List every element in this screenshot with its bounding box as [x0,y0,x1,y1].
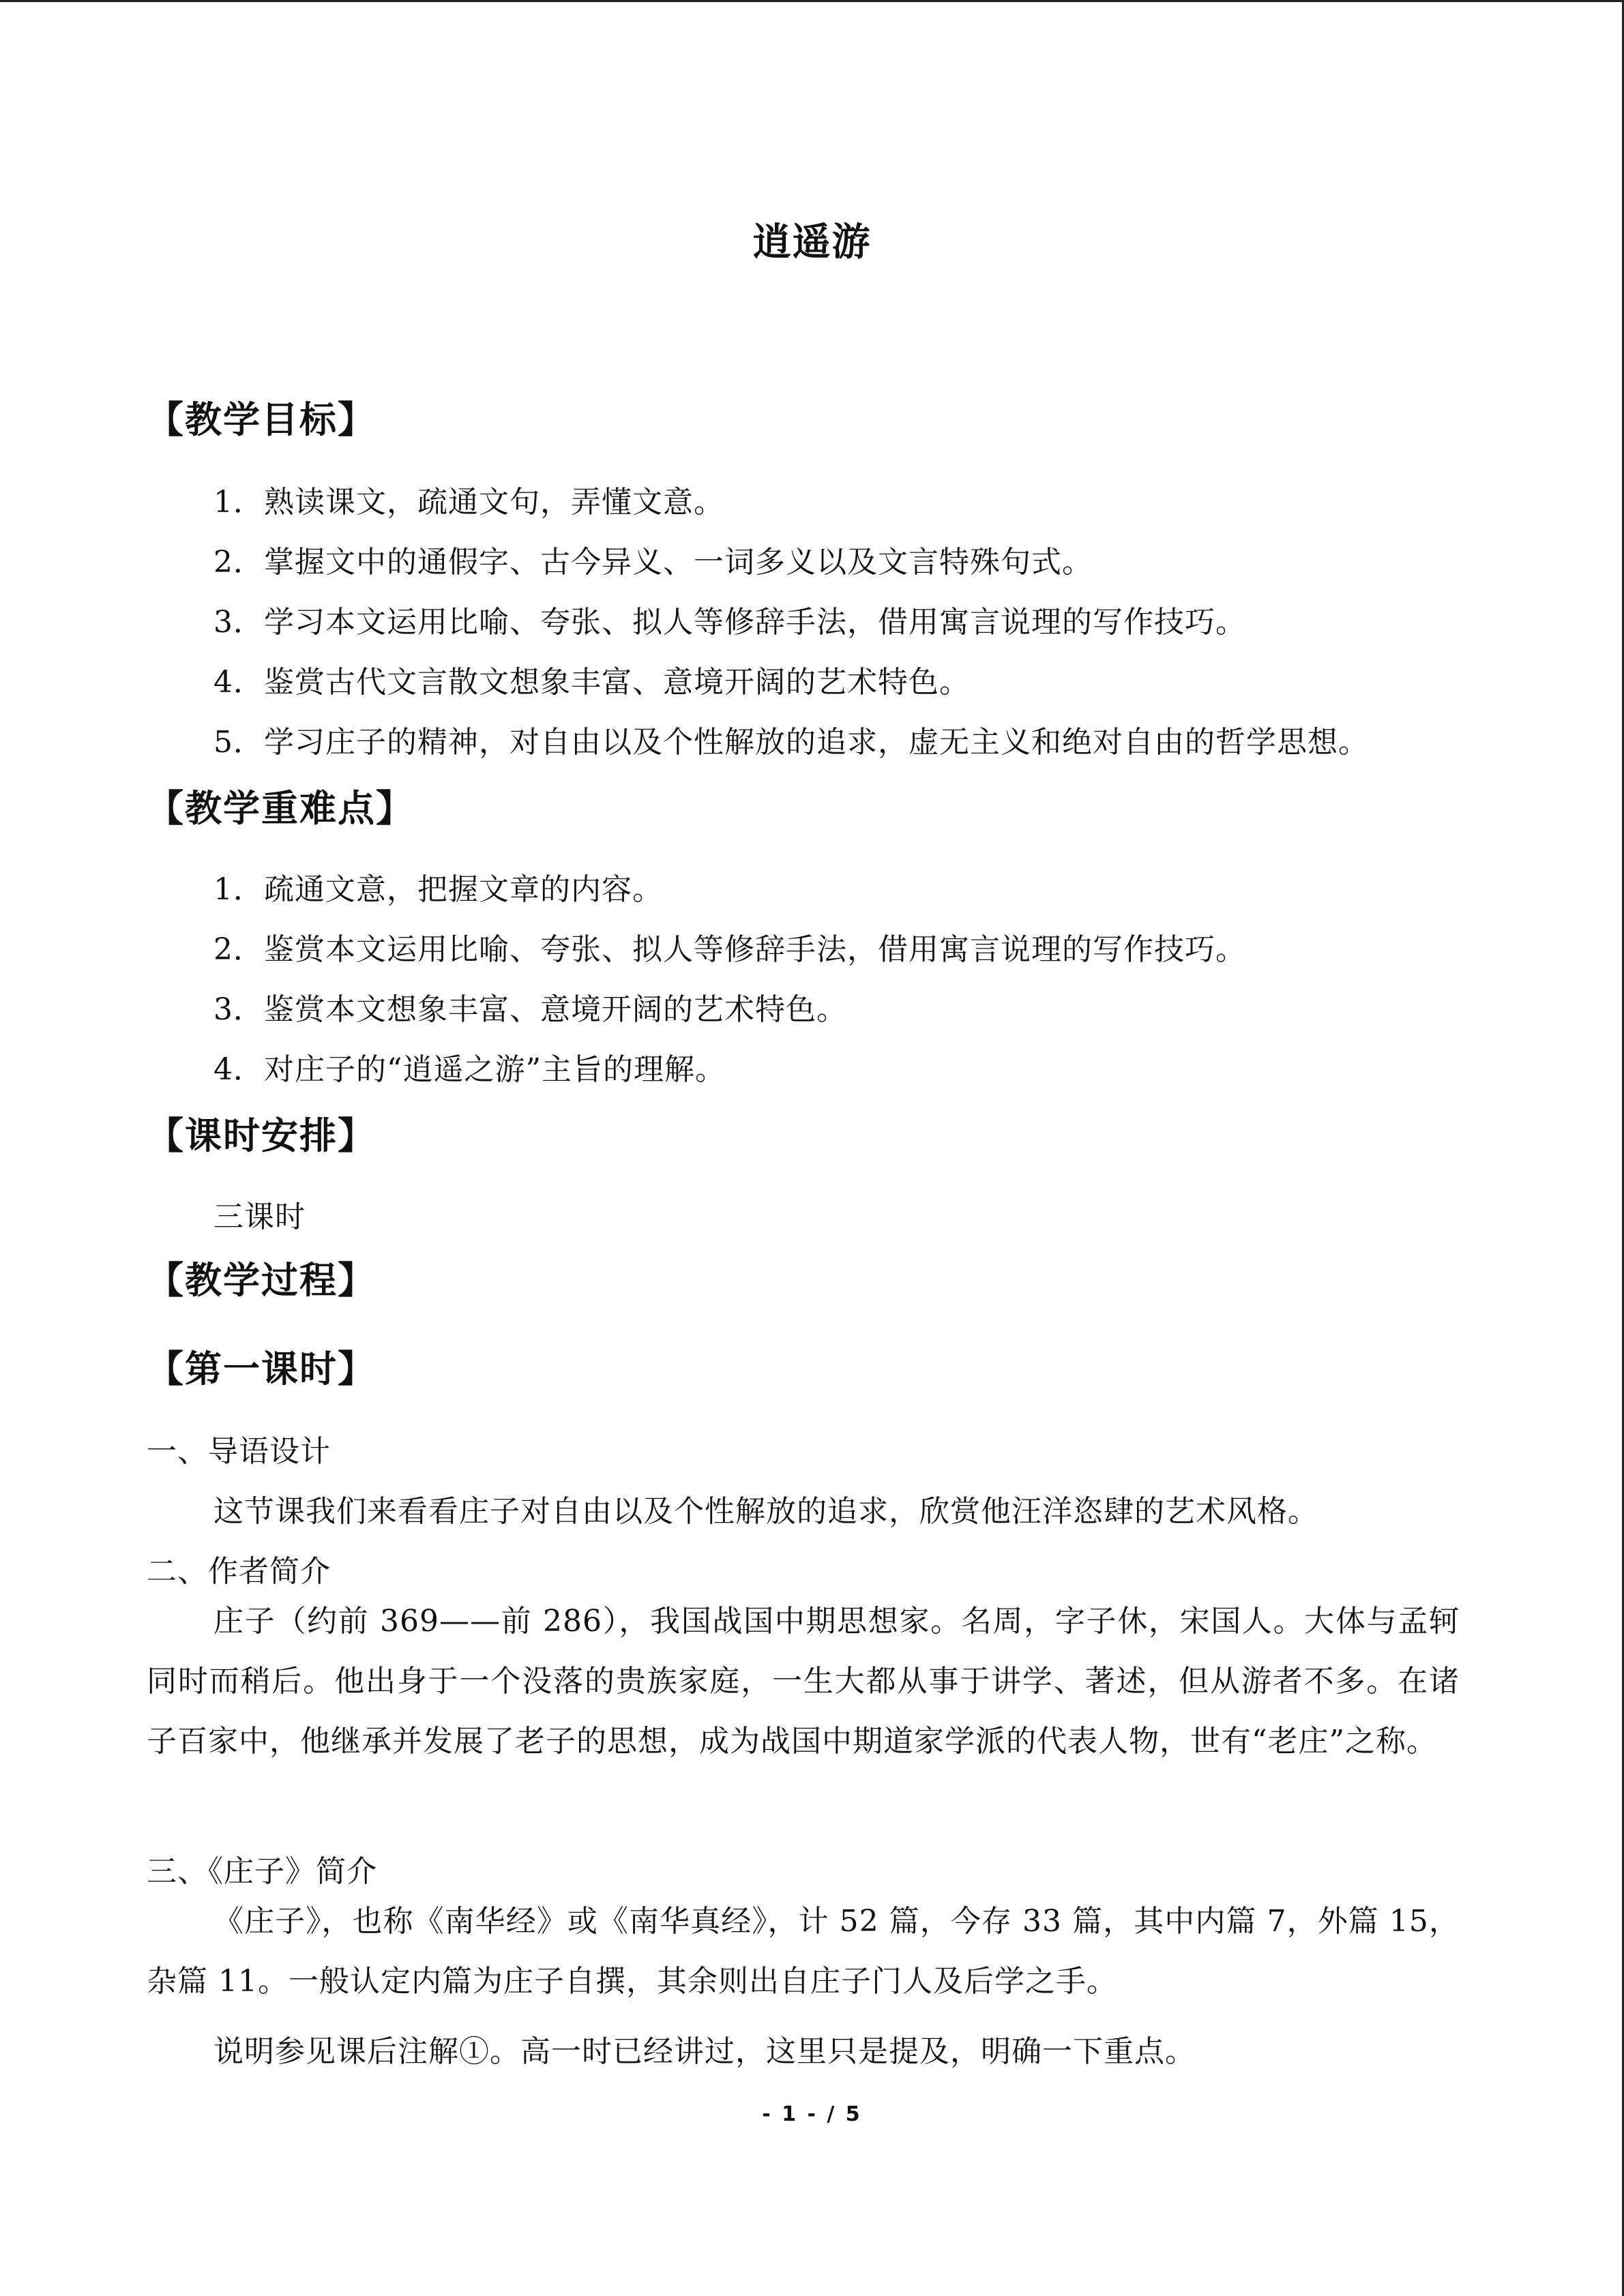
key-point-item-2: 2．鉴赏本文运用比喻、夸张、拟人等修辞手法，借用寓言说理的写作技巧。 [213,932,1246,967]
heading-lesson-1: 【第一课时】 [147,1347,376,1390]
section-book-note: 说明参见课后注解①。高一时已经讲过，这里只是提及，明确一下重点。 [213,2034,1196,2069]
section-intro-title: 一、导语设计 [147,1434,331,1469]
key-point-item-3: 3．鉴赏本文想象丰富、意境开阔的艺术特色。 [213,992,847,1027]
schedule-text: 三课时 [213,1199,306,1234]
heading-key-points: 【教学重难点】 [147,787,414,830]
heading-schedule: 【课时安排】 [147,1114,376,1157]
objective-item-3: 3．学习本文运用比喻、夸张、拟人等修辞手法，借用寓言说理的写作技巧。 [213,605,1246,640]
objective-item-1: 1．熟读课文，疏通文句，弄懂文意。 [213,485,724,520]
objective-item-2: 2．掌握文中的通假字、古今异义、一词多义以及文言特殊句式。 [213,545,1093,580]
section-book-title: 三、《庄子》简介 [147,1854,377,1889]
objective-item-4: 4．鉴赏古代文言散文想象丰富、意境开阔的艺术特色。 [213,665,970,700]
objective-item-5: 5．学习庄子的精神，对自由以及个性解放的追求，虚无主义和绝对自由的哲学思想。 [213,725,1369,760]
key-point-item-1: 1．疏通文意，把握文章的内容。 [213,872,663,907]
page-title: 逍遥游 [752,220,872,265]
heading-process: 【教学过程】 [147,1259,376,1302]
section-book-text: 《庄子》，也称《南华经》或《南华真经》，计 52 篇，今存 33 篇，其中内篇 7，外篇 15，杂篇 11。一般认定内篇为庄子自撰，其余则出自庄子门人及后学之手。 [147,1904,1460,1999]
page-number: - 1 - / 5 [762,2102,862,2126]
section-intro-text: 这节课我们来看看庄子对自由以及个性解放的追求，欣赏他汪洋恣肆的艺术风格。 [213,1494,1318,1529]
key-point-item-4: 4．对庄子的“逍遥之游”主旨的理解。 [213,1052,726,1087]
section-author-text: 庄子（约前 369——前 286），我国战国中期思想家。名周，字子休，宋国人。大体与孟轲同时而稍后。他出身于一个没落的贵族家庭，一生大都从事于讲学、著述，但从游者不多。在诸子百家中，他继承并发展了老子的思想，成为战国中期道家学派的代表人物，世有“老庄”之称。 [147,1604,1460,1759]
heading-objectives: 【教学目标】 [147,398,376,441]
section-author-title: 二、作者简介 [147,1554,331,1589]
